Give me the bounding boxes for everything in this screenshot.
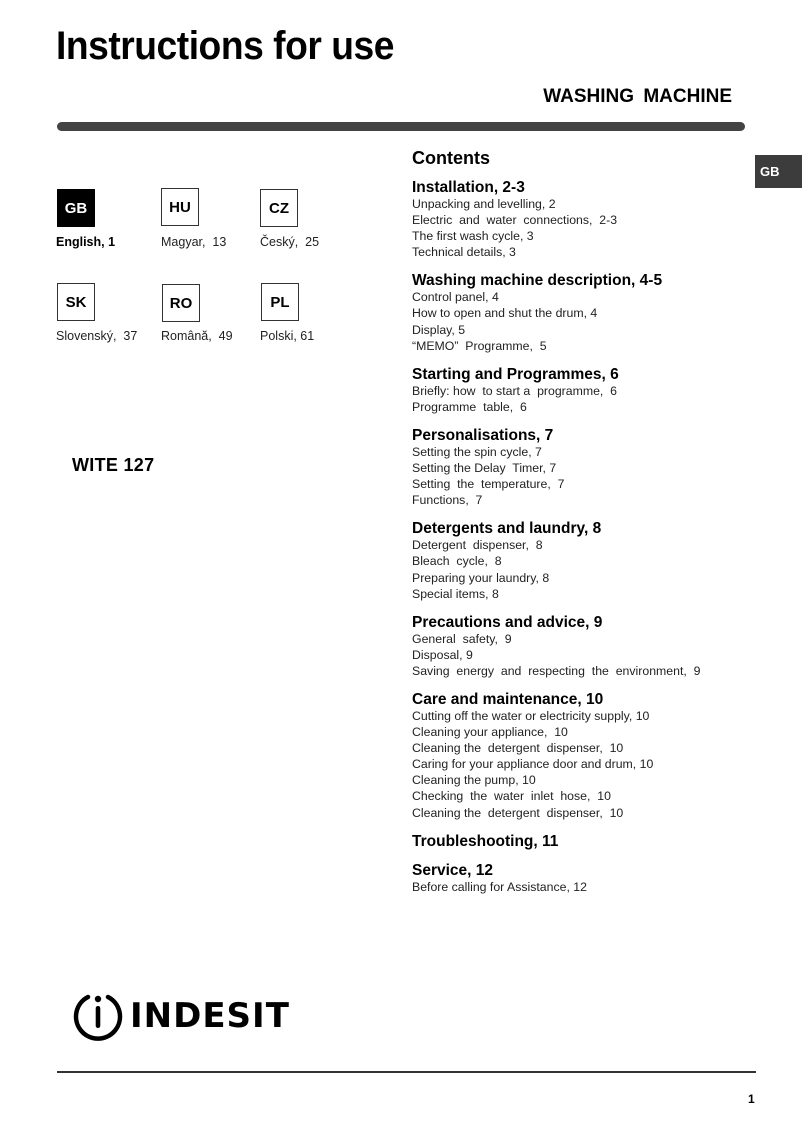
toc-item[interactable]: Disposal, 9 — [412, 647, 473, 662]
toc-section-title[interactable]: Installation, 2-3 — [412, 179, 525, 196]
toc-item[interactable]: Unpacking and levelling, 2 — [412, 197, 556, 211]
toc-section-title[interactable]: Service, 12 — [412, 861, 494, 879]
toc-item[interactable]: Control panel, 4 — [412, 290, 499, 305]
toc-item[interactable]: Display, 5 — [412, 322, 466, 337]
toc-item[interactable]: Setting the spin cycle, 7 — [412, 444, 542, 459]
toc-section-personalisations — [412, 427, 752, 508]
language-label-cesky[interactable]: Český, 25 — [260, 235, 320, 249]
toc-item[interactable]: General safety, 9 — [412, 631, 512, 646]
footer-divider — [57, 1071, 756, 1073]
toc-section-title[interactable]: Precautions and advice, 9 — [412, 613, 603, 631]
toc-section-title[interactable]: Care and maintenance, 10 — [412, 690, 604, 708]
brand-logo — [72, 990, 290, 1042]
language-box-hu[interactable]: HU — [161, 188, 199, 226]
brand-name: INDESIT — [130, 996, 290, 1036]
language-box-gb[interactable]: GB — [57, 189, 95, 227]
toc-section-precautions — [412, 614, 752, 679]
toc-item[interactable]: Technical details, 3 — [412, 245, 516, 260]
toc-section-title[interactable]: Washing machine description, 4-5 — [412, 272, 663, 290]
toc-section-service — [412, 862, 752, 895]
toc-section-title[interactable]: Detergents and laundry, 8 — [412, 520, 602, 538]
toc-item[interactable]: Cleaning the detergent dispenser, 10 — [412, 805, 624, 820]
page-number: 1 — [748, 1092, 755, 1106]
toc-section-title[interactable]: Starting and Programmes, 6 — [412, 365, 619, 383]
page-title: Instructions for use — [56, 24, 394, 68]
toc-section-care — [412, 691, 752, 821]
toc-item[interactable]: Special items, 8 — [412, 586, 499, 601]
toc-item[interactable]: Programme table, 6 — [412, 399, 527, 414]
toc-item[interactable]: Functions, 7 — [412, 493, 483, 508]
language-label-magyar[interactable]: Magyar, 13 — [161, 235, 227, 249]
language-box-cz[interactable]: CZ — [260, 189, 298, 227]
toc-item[interactable]: How to open and shut the drum, 4 — [412, 306, 598, 321]
toc-item[interactable]: Briefly: how to start a programme, 6 — [412, 383, 618, 398]
language-label-english[interactable]: English, 1 — [56, 235, 116, 249]
model-number: WITE 127 — [72, 455, 155, 475]
header-divider — [57, 122, 745, 131]
language-box-pl[interactable]: PL — [261, 283, 299, 321]
language-label-slovensky[interactable]: Slovenský, 37 — [56, 329, 138, 343]
toc-item[interactable]: Cleaning the pump, 10 — [412, 773, 536, 788]
toc-item[interactable]: Setting the temperature, 7 — [412, 477, 565, 492]
toc-section-description — [412, 272, 752, 353]
toc-item[interactable]: Setting the Delay Timer, 7 — [412, 461, 557, 476]
language-box-ro[interactable]: RO — [162, 284, 200, 322]
toc-item[interactable]: The first wash cycle, 3 — [412, 229, 534, 244]
indesit-i-circle-icon — [72, 990, 124, 1042]
contents-heading: Contents — [412, 148, 490, 168]
toc-item[interactable]: Bleach cycle, 8 — [412, 554, 502, 569]
toc-item[interactable]: Caring for your appliance door and drum, 10 — [412, 757, 654, 772]
toc-item[interactable]: Detergent dispenser, 8 — [412, 538, 543, 553]
table-of-contents — [412, 148, 752, 907]
toc-item[interactable]: Before calling for Assistance, 12 — [412, 879, 587, 894]
toc-item[interactable]: Electric and water connections, 2-3 — [412, 213, 618, 228]
language-box-sk[interactable]: SK — [57, 283, 95, 321]
toc-item[interactable]: Saving energy and respecting the environment, 9 — [412, 663, 701, 678]
toc-item[interactable]: Cleaning the detergent dispenser, 10 — [412, 741, 624, 756]
toc-item[interactable]: “MEMO” Programme, 5 — [412, 338, 547, 353]
toc-section-installation — [412, 179, 752, 260]
language-side-tab: GB — [755, 155, 802, 188]
toc-section-title[interactable]: Troubleshooting, 11 — [412, 832, 559, 850]
toc-section-title[interactable]: Personalisations, 7 — [412, 426, 554, 444]
toc-item[interactable]: Cutting off the water or electricity supply, 10 — [412, 708, 650, 723]
language-label-romana[interactable]: Română, 49 — [161, 329, 233, 343]
toc-section-starting — [412, 366, 752, 415]
toc-section-detergents — [412, 520, 752, 601]
toc-section-troubleshooting — [412, 833, 752, 850]
language-label-polski[interactable]: Polski, 61 — [260, 329, 315, 343]
toc-item[interactable]: Checking the water inlet hose, 10 — [412, 789, 611, 804]
toc-item[interactable]: Preparing your laundry, 8 — [412, 570, 550, 585]
product-type: WASHING MACHINE — [543, 86, 732, 107]
toc-item[interactable]: Cleaning your appliance, 10 — [412, 725, 568, 740]
